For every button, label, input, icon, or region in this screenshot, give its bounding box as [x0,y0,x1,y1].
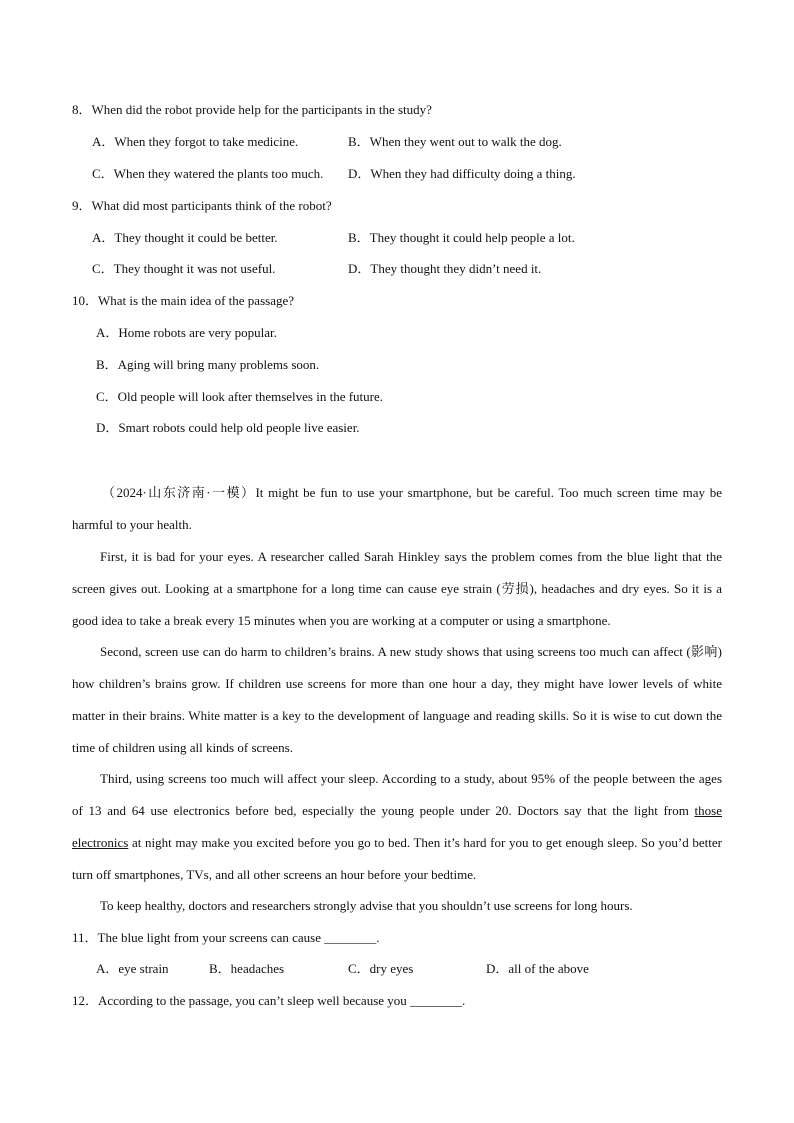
q11-stem: 11．The blue light from your screens can cause ________. [72,930,380,945]
q11-option-b: B．headaches [209,961,285,976]
q11-option-a: A．eye strain [96,961,169,976]
q8-option-a: A．When they forgot to take medicine. [92,134,299,149]
q12-stem: 12．According to the passage, you can’t sleep well because you ________. [72,993,466,1008]
q8-option-c: C．When they watered the plants too much. [92,166,324,181]
passage-paragraph-4 [72,763,722,891]
q8-stem: 8．When did the robot provide help for the participants in the study? [72,102,432,117]
q8-option-b: B．When they went out to walk the dog. [348,134,562,149]
q10-option-c: C．Old people will look after themselves in the future. [96,389,384,404]
q9-option-c: C．They thought it was not useful. [92,261,276,276]
q9-stem: 9．What did most participants think of the robot? [72,198,332,213]
passage-paragraph-3: Second, screen use can do harm to children’s brains. A new study shows that using screens too much can affect (影响) how children’s brains grow. If children use screens for more than one hour a day, they might have lower levels of white matter in their brains. White matter is a key to the development of language and reading skills. So it is wise to cut down the time of children using all kinds of screens. [72,644,722,755]
passage-paragraph-5: To keep healthy, doctors and researchers strongly advise that you shouldn’t use screens for long hours. [100,898,633,913]
paragraph-4-text-start: Third, using screens too much will affect your sleep. According to a study, about 95% of the people between the ages of 13 and 64 use electronics before bed, especially the young people under 20. Doctors say that the light from [72,771,722,818]
q10-stem: 10．What is the main idea of the passage? [72,293,295,308]
passage-paragraph-2: First, it is bad for your eyes. A researcher called Sarah Hinkley says the problem comes from the blue light that the screen gives out. Looking at a smartphone for a long time can cause eye strain (劳损), headaches and dry eyes. So it is a good idea to take a break every 15 minutes when you are working at a computer or using a smartphone. [72,549,722,628]
q9-option-d: D．They thought they didn’t need it. [348,261,542,276]
passage-paragraph-1: （2024·山东济南·一模）It might be fun to use your smartphone, but be careful. Too much screen time may be harmful to your health. [72,485,722,532]
q11-option-c: C．dry eyes [348,961,414,976]
q10-option-b: B．Aging will bring many problems soon. [96,357,320,372]
q9-option-b: B．They thought it could help people a lot. [348,230,575,245]
underlined-phrase: those electronics [72,802,722,850]
q8-option-d: D．When they had difficulty doing a thing. [348,166,576,181]
q10-option-a: A．Home robots are very popular. [96,325,277,340]
paragraph-4-text-end: at night may make you excited before you go to bed. Then it’s hard for you to get enough sleep. So you’d better turn off smartphones, TVs, and all other screens an hour before your bedtime. [72,834,722,882]
q10-option-d: D．Smart robots could help old people live easier. [96,420,360,435]
q11-option-d: D．all of the above [486,961,589,976]
q9-option-a: A．They thought it could be better. [92,230,278,245]
